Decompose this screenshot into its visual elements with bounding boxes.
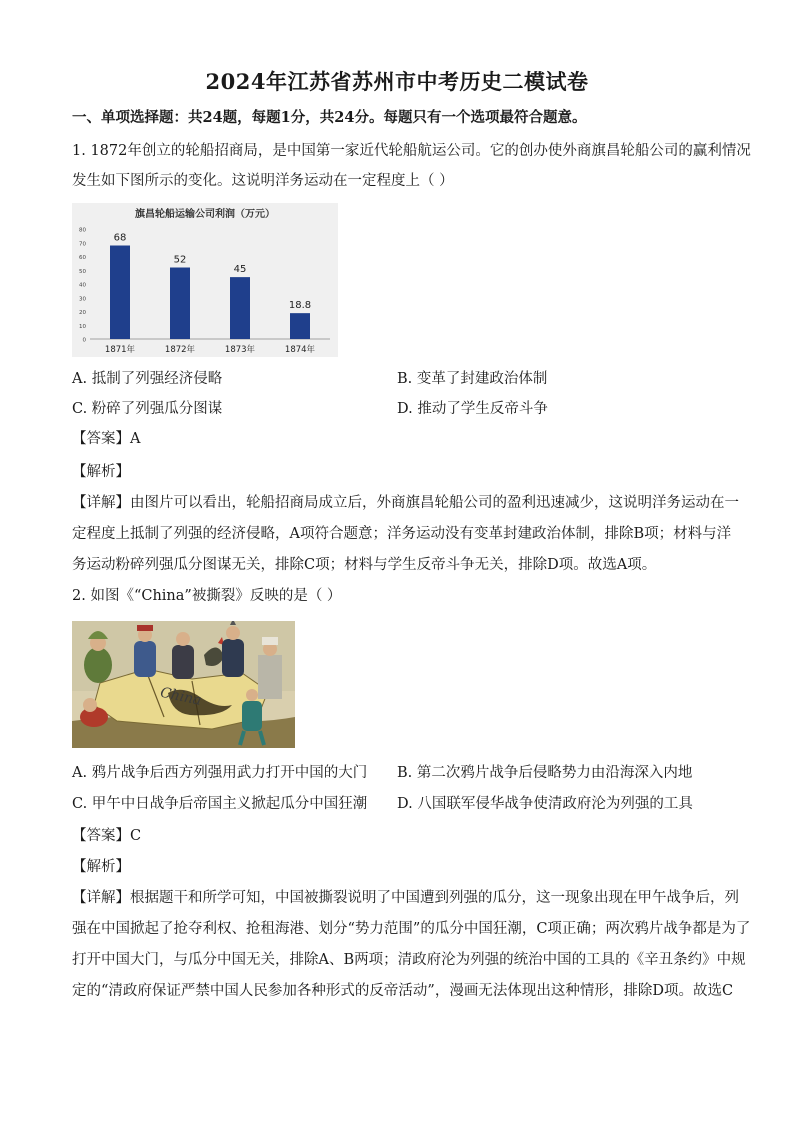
q1-analysis-label: 【解析】 xyxy=(72,464,130,480)
category-label: 1874年 xyxy=(284,345,316,355)
q2-option-a: A. 鸦片战争后西方列强用武力打开中国的大门 xyxy=(72,765,368,781)
q2-detail-line2: 强在中国掀起了抢夺利权、抢租海港、划分“势力范围”的瓜分中国狂潮，C项正确；两次鸦片战争都是为了 xyxy=(72,921,751,937)
cartoon-china-text: China xyxy=(158,684,203,709)
data-label: 68 xyxy=(113,232,127,244)
y-tick-label: 20 xyxy=(79,310,86,316)
q2-option-b: B. 第二次鸦片战争后侵略势力由沿海深入内地 xyxy=(397,765,693,781)
profit-bar-chart-svg xyxy=(72,203,338,357)
bar-1871年 xyxy=(110,246,130,340)
y-tick-label: 80 xyxy=(79,227,86,234)
q2-detail-line1: 【详解】根据题干和所学可知，中国被撕裂说明了中国遭到列强的瓜分，这一现象出现在甲午战争后，列 xyxy=(72,890,739,906)
y-tick-label: 60 xyxy=(79,255,86,261)
y-tick-label: 0 xyxy=(82,337,86,344)
data-label: 45 xyxy=(233,264,247,276)
section-heading: 一、单项选择题：共24题，每题1分，共24分。每题只有一个选项最符合题意。 xyxy=(72,109,587,126)
q2-detail-line3: 打开中国大门，与瓜分中国无关，排除A、B两项；清政府沦为列强的统治中国的工具的《辛丑条约》中规 xyxy=(72,952,746,968)
q1-answer: 【答案】A xyxy=(72,431,141,447)
q2-analysis-label: 【解析】 xyxy=(72,859,130,875)
q1-stem-line1: 1. 1872年创立的轮船招商局，是中国第一家近代轮船航运公司。它的创办使外商旗昌轮船公司的赢利情况 xyxy=(72,143,751,159)
q1-detail-line3: 务运动粉碎列强瓜分图谋无关，排除C项；材料与学生反帝斗争无关，排除D项。故选A项。 xyxy=(72,557,657,573)
china-torn-cartoon-image xyxy=(72,621,295,748)
category-label: 1871年 xyxy=(104,345,136,355)
bar-1874年 xyxy=(290,313,310,339)
q2-option-c: C. 甲午中日战争后帝国主义掀起瓜分中国狂潮 xyxy=(72,796,368,812)
y-tick-label: 30 xyxy=(79,296,86,303)
q2-detail-line4: 定的“清政府保证严禁中国人民参加各种形式的反帝活动”，漫画无法体现出这种情形，排除D项。故选C xyxy=(72,983,734,999)
y-tick-label: 50 xyxy=(79,268,86,275)
page-title: 2024年江苏省苏州市中考历史二模试卷 xyxy=(205,69,589,94)
data-label: 18.8 xyxy=(288,300,312,312)
bar-1873年 xyxy=(230,277,250,339)
q1-option-a: A. 抵制了列强经济侵略 xyxy=(72,371,223,387)
q1-option-c: C. 粉碎了列强瓜分图谋 xyxy=(72,401,223,417)
q1-option-d: D. 推动了学生反帝斗争 xyxy=(397,401,548,417)
data-label: 52 xyxy=(173,254,187,266)
y-tick-label: 40 xyxy=(79,282,86,289)
china-torn-cartoon xyxy=(72,621,295,748)
q2-stem: 2. 如图《“China”被撕裂》反映的是（ ） xyxy=(72,588,342,604)
bar-1872年 xyxy=(170,268,190,340)
category-label: 1873年 xyxy=(224,345,256,355)
chart-title: 旗昌轮船运输公司利润（万元） xyxy=(135,209,275,220)
y-tick-label: 70 xyxy=(79,241,86,248)
profit-bar-chart xyxy=(72,203,338,357)
q2-option-d: D. 八国联军侵华战争使清政府沦为列强的工具 xyxy=(397,796,693,812)
q1-detail-line1: 【详解】由图片可以看出，轮船招商局成立后，外商旗昌轮船公司的盈利迅速减少，这说明洋务运动在一 xyxy=(72,495,739,511)
q1-stem-line2: 发生如下图所示的变化。这说明洋务运动在一定程度上（ ） xyxy=(72,173,454,189)
q1-detail-line2: 定程度上抵制了列强的经济侵略，A项符合题意；洋务运动没有变革封建政治体制，排除B项；材料与洋 xyxy=(72,526,732,542)
y-tick-label: 10 xyxy=(79,323,86,330)
category-label: 1872年 xyxy=(164,345,196,355)
q2-answer: 【答案】C xyxy=(72,828,142,844)
q1-option-b: B. 变革了封建政治体制 xyxy=(397,371,548,387)
